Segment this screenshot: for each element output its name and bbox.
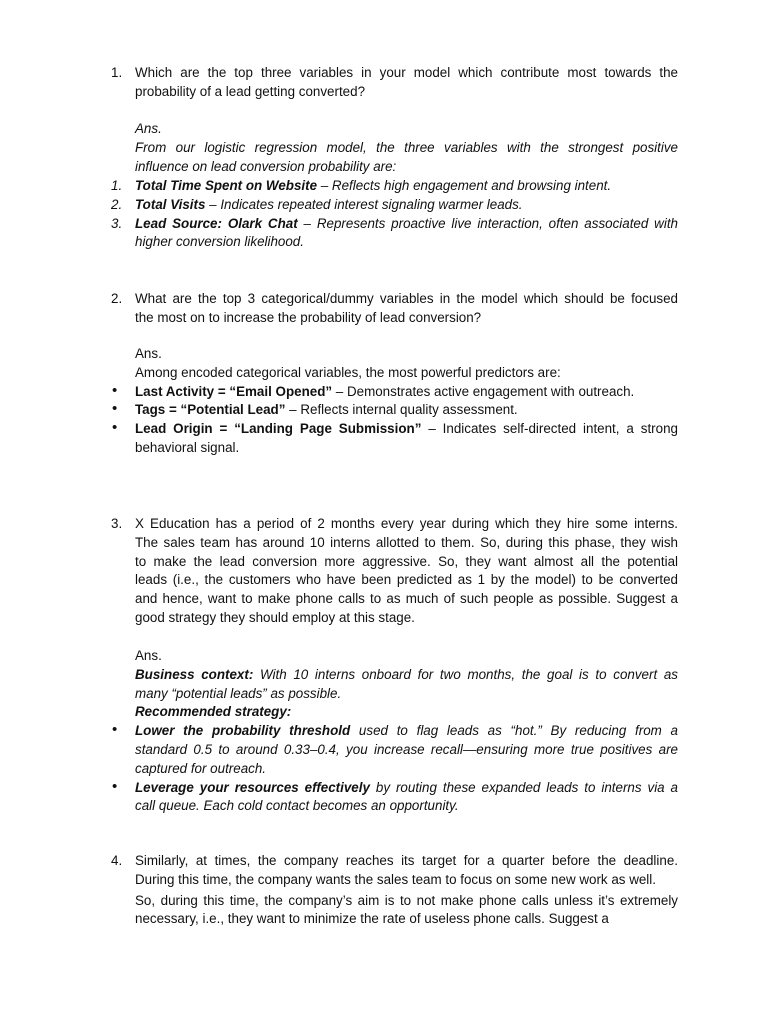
- question-text-line: necessary, i.e., they want to minimize the rate of useless phone calls. Suggest a: [135, 911, 609, 927]
- bullet-icon: •: [112, 400, 118, 418]
- question-text-line: The sales team has around 10 interns allotted to them. So, during this phase, they wish: [135, 534, 678, 550]
- list-item: [0, 177, 768, 196]
- answer-intro-line: Among encoded categorical variables, the most powerful predictors are:: [135, 364, 561, 380]
- list-item-desc-continued: higher conversion likelihood.: [135, 234, 304, 250]
- list-item-title: Leverage your resources effectively: [135, 779, 370, 795]
- question-text-line: So, during this time, the company’s aim is to not make phone calls unless it’s extremely: [135, 892, 678, 908]
- question-text-line: Which are the top three variables in your model which contribute most towards the: [135, 65, 678, 80]
- list-item-title: Last Activity = “Email Opened”: [135, 383, 333, 399]
- question-2: [0, 290, 768, 328]
- list-item-title: Lead Origin = “Landing Page Submission”: [135, 421, 422, 437]
- question-text-line: and hence, want to make phone calls to as much of such people as possible. Suggest a: [135, 591, 678, 607]
- context-text: With 10 interns onboard for two months, the goal is to convert as: [253, 666, 678, 682]
- list-number: 2.: [111, 196, 123, 212]
- question-text-line: Similarly, at times, the company reaches its target for a quarter before the deadline.: [135, 853, 678, 868]
- list-item-title: Lower the probability threshold: [135, 723, 351, 739]
- question-1: [0, 64, 768, 102]
- list-item: [0, 420, 768, 439]
- list-item-desc: – Represents proactive live interaction, often associated with: [297, 215, 678, 231]
- bullet-icon: •: [112, 777, 118, 795]
- question-number: 2.: [111, 291, 123, 306]
- list-item-desc: – Reflects internal quality assessment.: [285, 402, 518, 418]
- list-item-desc: by routing these expanded leads to interns via a: [369, 779, 679, 795]
- list-item-desc: – Demonstrates active engagement with outreach.: [332, 383, 635, 399]
- list-item: [0, 383, 768, 402]
- question-text-line: During this time, the company wants the sales team to focus on some new work as well.: [135, 871, 656, 887]
- list-item-desc-continued: call queue. Each cold contact becomes an opportunity.: [135, 798, 459, 814]
- list-item-title: Total Visits: [135, 196, 206, 212]
- question-text-line: the most on to increase the probability of lead conversion?: [135, 309, 482, 325]
- answer-1: [0, 120, 768, 176]
- answer-3: [0, 647, 768, 816]
- bullet-icon: •: [112, 721, 118, 739]
- list-item: [0, 401, 768, 420]
- list-item: [0, 779, 768, 798]
- answer-1-list: [0, 177, 768, 252]
- answer-intro-line: From our logistic regression model, the three variables with the strongest positive: [135, 139, 678, 155]
- strategy-label: Recommended strategy:: [135, 704, 292, 720]
- list-item: [0, 215, 768, 234]
- answer-label: Ans.: [135, 121, 162, 136]
- question-3: [0, 515, 768, 628]
- question-number: 4.: [111, 853, 123, 868]
- question-text-line: X Education has a period of 2 months every year during which they hire some interns.: [135, 516, 678, 531]
- list-item-desc: used to flag leads as “hot.” By reducing from a: [350, 723, 678, 739]
- context-text-continued: many “potential leads” as possible.: [135, 685, 342, 701]
- question-text-line: probability of a lead getting converted?: [135, 83, 366, 99]
- list-item-title: Lead Source: Olark Chat: [135, 215, 298, 231]
- answer-label: Ans.: [135, 648, 162, 663]
- list-item-desc: – Indicates self-directed intent, a strong: [421, 421, 678, 437]
- list-item-desc-continued: standard 0.5 to around 0.33–0.4, you increase recall—ensuring more true positives are: [135, 741, 678, 757]
- answer-2: [0, 345, 768, 458]
- list-item-title: Tags = “Potential Lead”: [135, 402, 286, 418]
- list-item: [0, 196, 768, 215]
- bullet-icon: •: [112, 419, 118, 437]
- list-item-title: Total Time Spent on Website: [135, 178, 318, 193]
- list-item-desc: – Indicates repeated interest signaling warmer leads.: [205, 196, 523, 212]
- context-label: Business context:: [135, 666, 254, 682]
- answer-intro-line: influence on lead conversion probability are:: [135, 158, 397, 174]
- question-number: 3.: [111, 516, 123, 531]
- question-4: [0, 852, 768, 929]
- answer-label: Ans.: [135, 346, 162, 361]
- bullet-icon: •: [112, 381, 118, 399]
- question-text-line: leads (i.e., the customers who have been predicted as 1 by the model) to be converted: [135, 572, 678, 588]
- list-number: 3.: [111, 215, 123, 231]
- question-text-line: What are the top 3 categorical/dummy variables in the model which should be focused: [135, 291, 678, 306]
- question-text-line: good strategy they should employ at this stage.: [135, 609, 415, 625]
- list-number: 1.: [111, 178, 123, 193]
- list-item: [0, 722, 768, 741]
- list-item-desc-continued: captured for outreach.: [135, 760, 267, 776]
- list-item-desc-continued: behavioral signal.: [135, 439, 240, 455]
- question-number: 1.: [111, 65, 123, 80]
- question-text-line: to make the lead conversion more aggressive. So, they want almost all the potential: [135, 553, 678, 569]
- list-item-desc: – Reflects high engagement and browsing intent.: [317, 178, 612, 193]
